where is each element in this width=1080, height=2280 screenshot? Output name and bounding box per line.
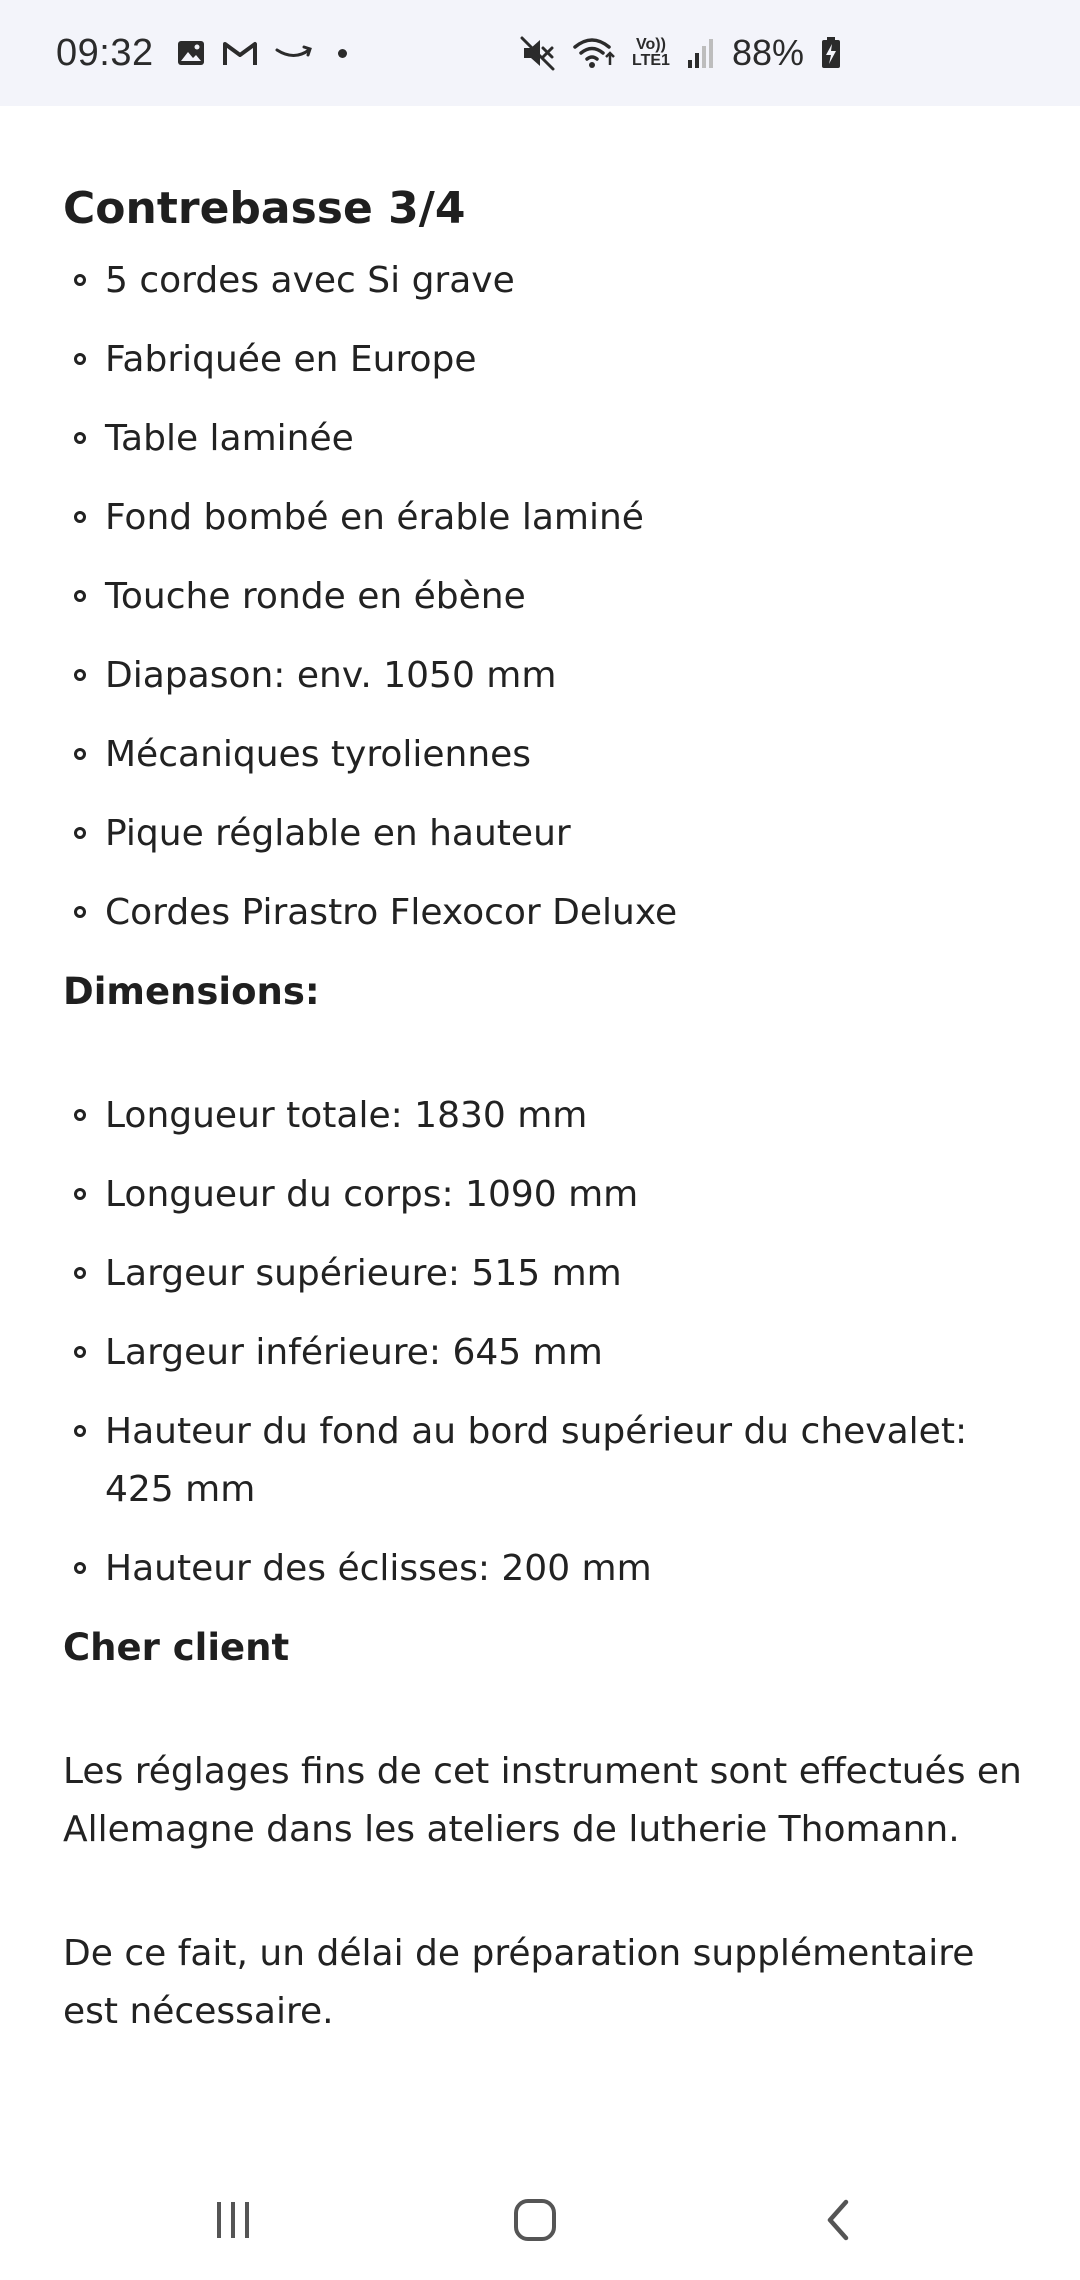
status-left	[56, 32, 347, 75]
list-item-text: 5 cordes avec Si grave	[105, 260, 515, 301]
recents-icon	[211, 2198, 255, 2242]
battery-percent: 88%	[731, 32, 804, 73]
list-item	[63, 1166, 1023, 1224]
list-item	[63, 410, 1023, 468]
bullet-circle-icon	[74, 748, 86, 760]
list-item-text: Diapason: env. 1050 mm	[105, 655, 557, 696]
features-list	[63, 252, 1023, 942]
list-item	[63, 252, 1023, 310]
notice-paragraph: Les réglages fins de cet instrument sont effectués en Allemagne dans les ateliers de lutherie Thomann.	[63, 1751, 1022, 1850]
status-bar	[0, 0, 1080, 106]
notice-heading: Cher client	[63, 1626, 290, 1669]
dimensions-heading: Dimensions:	[63, 970, 320, 1013]
list-item-text: Cordes Pirastro Flexocor Deluxe	[105, 892, 678, 933]
bullet-circle-icon	[74, 353, 86, 365]
battery-charging-icon	[820, 36, 842, 70]
bullet-circle-icon	[74, 1562, 86, 1574]
list-item-text: Longueur totale: 1830 mm	[105, 1095, 588, 1136]
back-icon	[816, 2196, 860, 2244]
list-item	[63, 1087, 1023, 1145]
navigation-bar	[0, 2160, 1080, 2280]
bullet-circle-icon	[74, 1267, 86, 1279]
list-item	[63, 726, 1023, 784]
list-item-text: Fabriquée en Europe	[105, 339, 477, 380]
bullet-circle-icon	[74, 1346, 86, 1358]
list-item	[63, 331, 1023, 389]
list-item-text: Longueur du corps: 1090 mm	[105, 1174, 639, 1215]
list-item	[63, 805, 1023, 863]
list-item-text: Largeur supérieure: 515 mm	[105, 1253, 622, 1294]
wifi-icon	[572, 35, 616, 71]
bullet-circle-icon	[74, 274, 86, 286]
home-icon	[511, 2196, 559, 2244]
list-item-text: Touche ronde en ébène	[105, 576, 526, 617]
product-title: Contrebasse 3/4	[63, 183, 466, 234]
bullet-circle-icon	[74, 590, 86, 602]
list-item	[63, 1245, 1023, 1303]
list-item-text: Fond bombé en érable laminé	[105, 497, 644, 538]
recents-button[interactable]	[183, 2180, 283, 2260]
bullet-circle-icon	[74, 669, 86, 681]
list-item	[63, 1403, 1023, 1519]
home-button[interactable]	[485, 2180, 585, 2260]
status-time: 09:32	[56, 31, 154, 74]
list-item	[63, 884, 1023, 942]
bullet-circle-icon	[74, 511, 86, 523]
list-item-text: Pique réglable en hauteur	[105, 813, 571, 854]
bullet-circle-icon	[74, 1188, 86, 1200]
list-item	[63, 647, 1023, 705]
bullet-circle-icon	[74, 1109, 86, 1121]
image-icon	[176, 38, 206, 68]
list-item	[63, 1324, 1023, 1382]
list-item	[63, 568, 1023, 626]
amazon-icon	[274, 41, 314, 65]
volte-label-top: Vo))	[636, 36, 666, 53]
list-item-text: Table laminée	[105, 418, 354, 459]
gmail-icon	[222, 39, 258, 67]
bullet-circle-icon	[74, 827, 86, 839]
list-item-text: Hauteur des éclisses: 200 mm	[105, 1548, 652, 1589]
bullet-circle-icon	[74, 1425, 86, 1437]
product-description	[63, 106, 1023, 2041]
dot-icon	[338, 49, 347, 58]
back-button[interactable]	[788, 2180, 888, 2260]
list-item	[63, 489, 1023, 547]
list-item-text: Mécaniques tyroliennes	[105, 734, 532, 775]
list-item-text: Largeur inférieure: 645 mm	[105, 1332, 603, 1373]
status-right	[520, 0, 842, 106]
notice-paragraph: De ce fait, un délai de préparation supplémentaire est nécessaire.	[63, 1933, 975, 2032]
volte-label-bottom: LTE1	[632, 52, 670, 69]
list-item	[63, 1540, 1023, 1598]
signal-icon	[686, 36, 716, 70]
mute-icon	[520, 35, 556, 71]
list-item-text: Hauteur du fond au bord supérieur du chevalet: 425 mm	[105, 1411, 968, 1510]
dimensions-list	[63, 1087, 1023, 1598]
volte-icon	[632, 37, 670, 69]
bullet-circle-icon	[74, 906, 86, 918]
bullet-circle-icon	[74, 432, 86, 444]
